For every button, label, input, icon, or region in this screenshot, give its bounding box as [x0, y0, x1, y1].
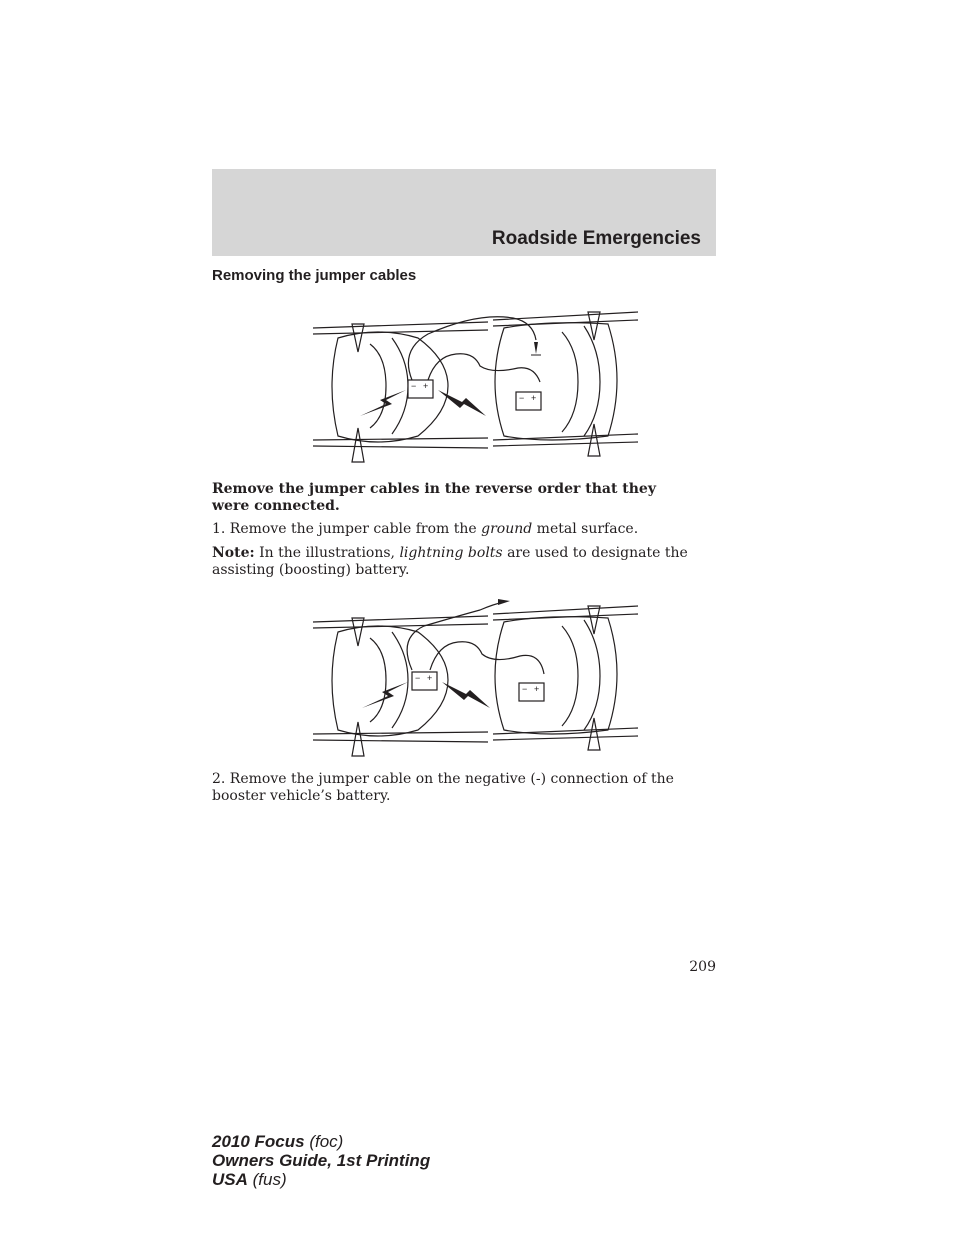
footer-market: USA	[212, 1170, 248, 1189]
note-label: Note:	[212, 545, 255, 561]
battery-plus-label: +	[423, 381, 429, 391]
jumper-cable-diagram-2	[308, 594, 640, 762]
step-1-paragraph	[212, 521, 692, 538]
note-paragraph	[212, 545, 692, 579]
footer-model-code: (foc)	[304, 1132, 344, 1151]
footer-market-code: (fus)	[247, 1170, 287, 1189]
note-text: In the illustrations,	[254, 545, 400, 561]
battery-minus-label: −	[522, 684, 528, 694]
header-band	[212, 169, 716, 256]
battery-minus-label: −	[519, 393, 525, 403]
note-emphasis: lightning bolts	[399, 545, 503, 561]
jumper-cable-diagram-1	[308, 300, 640, 468]
battery-plus-label: +	[534, 684, 540, 694]
step-1-text: 1. Remove the jumper cable from the	[212, 521, 482, 537]
note-text-end: are used to designate the assisting (boosting) battery.	[212, 545, 688, 578]
battery-plus-label: +	[427, 673, 433, 683]
footer-line-3	[212, 1170, 430, 1189]
footer-line-1	[212, 1132, 430, 1151]
page-number: 209	[689, 959, 716, 975]
footer	[212, 1132, 430, 1189]
chapter-title: Roadside Emergencies	[491, 228, 701, 249]
battery-minus-label: −	[415, 673, 421, 683]
step-2-paragraph: 2. Remove the jumper cable on the negative (-) connection of the booster vehicle’s battery.	[212, 771, 674, 804]
lightning-bolt-icon	[442, 682, 490, 708]
battery-plus-label: +	[531, 393, 537, 403]
lightning-bolt-icon	[360, 390, 406, 416]
step-1-text-end: metal surface.	[532, 521, 639, 537]
footer-model: 2010 Focus	[212, 1132, 305, 1151]
footer-line-2: Owners Guide, 1st Printing	[212, 1151, 431, 1170]
battery-minus-label: −	[411, 381, 417, 391]
section-title: Removing the jumper cables	[212, 267, 417, 284]
intro-paragraph: Remove the jumper cables in the reverse order that they were connected.	[212, 481, 656, 514]
step-1-emphasis: ground	[481, 521, 533, 537]
